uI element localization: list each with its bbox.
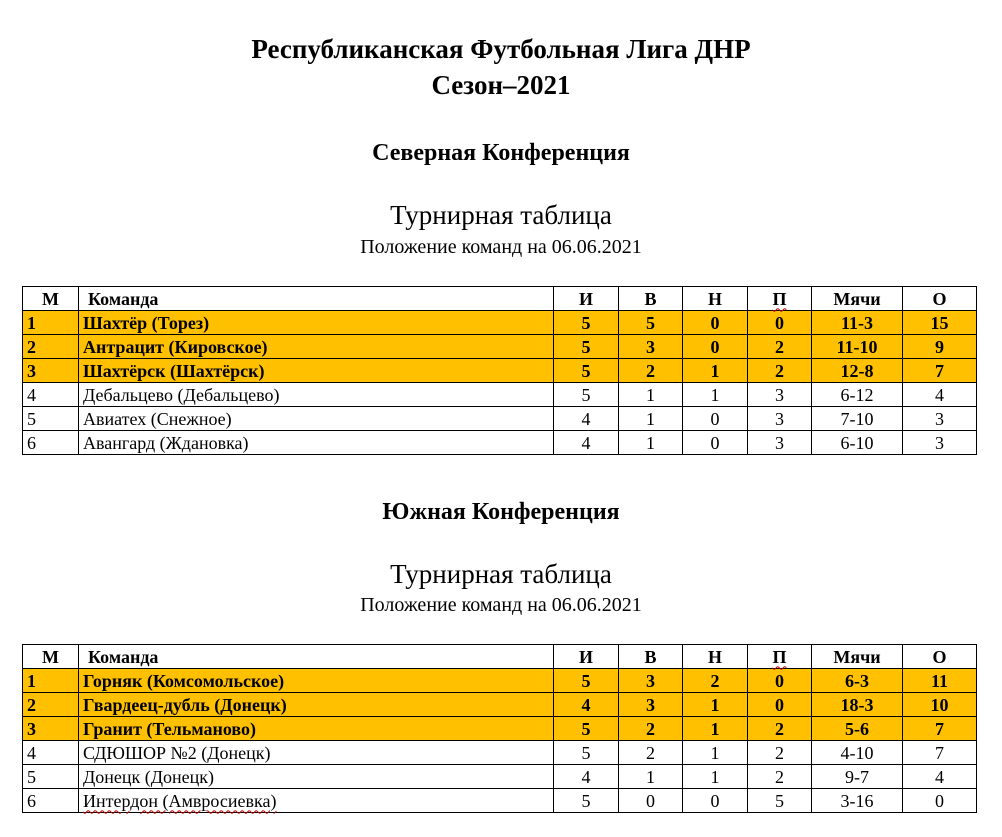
header-games: И xyxy=(554,287,619,311)
row-wins: 1 xyxy=(619,765,683,789)
row-games: 4 xyxy=(554,765,619,789)
table-row xyxy=(23,359,977,383)
row-losses: 2 xyxy=(748,717,812,741)
row-wins: 1 xyxy=(619,407,683,431)
row-losses: 3 xyxy=(748,431,812,455)
row-team-name: Авангард (Ждановка) xyxy=(79,431,554,455)
row-losses: 0 xyxy=(748,669,812,693)
row-losses: 0 xyxy=(748,311,812,335)
table-row xyxy=(23,717,977,741)
header-team: Команда xyxy=(79,645,554,669)
row-team-name: Горняк (Комсомольское) xyxy=(79,669,554,693)
row-losses: 2 xyxy=(748,359,812,383)
table-row xyxy=(23,669,977,693)
row-team-name: Авиатех (Снежное) xyxy=(79,407,554,431)
row-losses: 2 xyxy=(748,765,812,789)
row-position: 2 xyxy=(23,335,79,359)
table-row xyxy=(23,407,977,431)
row-games: 5 xyxy=(554,741,619,765)
row-position: 6 xyxy=(23,789,79,813)
row-goals: 6-12 xyxy=(812,383,903,407)
header-goals: Мячи xyxy=(812,645,903,669)
header-team: Команда xyxy=(79,287,554,311)
row-team-name-text: Интердон (Амвросиевка) xyxy=(83,790,277,811)
row-points: 0 xyxy=(903,789,977,813)
row-games: 4 xyxy=(554,431,619,455)
row-draws: 0 xyxy=(683,407,748,431)
row-games: 5 xyxy=(554,335,619,359)
season-title: Сезон–2021 xyxy=(431,70,571,100)
row-points: 3 xyxy=(903,431,977,455)
row-goals: 12-8 xyxy=(812,359,903,383)
header-goals: Мячи xyxy=(812,287,903,311)
north-conference-title: Северная Конференция xyxy=(372,140,630,166)
row-goals: 6-10 xyxy=(812,431,903,455)
row-position: 3 xyxy=(23,717,79,741)
row-points: 10 xyxy=(903,693,977,717)
row-position: 5 xyxy=(23,765,79,789)
row-draws: 0 xyxy=(683,311,748,335)
header-draws: Н xyxy=(683,287,748,311)
north-standings-date: Положение команд на 06.06.2021 xyxy=(360,236,642,258)
row-draws: 1 xyxy=(683,741,748,765)
table-row xyxy=(23,765,977,789)
row-goals: 11-10 xyxy=(812,335,903,359)
row-wins: 1 xyxy=(619,431,683,455)
row-goals: 9-7 xyxy=(812,765,903,789)
row-wins: 3 xyxy=(619,669,683,693)
row-wins: 1 xyxy=(619,383,683,407)
header-pos: М xyxy=(23,645,79,669)
header-points: О xyxy=(903,287,977,311)
header-pos: М xyxy=(23,287,79,311)
south-standings-table xyxy=(22,644,977,813)
row-losses: 3 xyxy=(748,383,812,407)
row-team-name: Донецк (Донецк) xyxy=(79,765,554,789)
header-losses xyxy=(748,645,812,669)
row-wins: 5 xyxy=(619,311,683,335)
table-row xyxy=(23,789,977,813)
row-draws: 1 xyxy=(683,765,748,789)
row-goals: 4-10 xyxy=(812,741,903,765)
row-position: 5 xyxy=(23,407,79,431)
row-points: 4 xyxy=(903,765,977,789)
row-losses: 5 xyxy=(748,789,812,813)
row-goals: 18-3 xyxy=(812,693,903,717)
row-team-name: Шахтёр (Торез) xyxy=(79,311,554,335)
header-losses-label: П xyxy=(772,646,787,667)
row-goals: 3-16 xyxy=(812,789,903,813)
header-points: О xyxy=(903,645,977,669)
row-wins: 3 xyxy=(619,335,683,359)
row-team-name: Дебальцево (Дебальцево) xyxy=(79,383,554,407)
header-wins: В xyxy=(619,645,683,669)
row-draws: 1 xyxy=(683,383,748,407)
row-losses: 3 xyxy=(748,407,812,431)
south-standings-date: Положение команд на 06.06.2021 xyxy=(360,594,642,616)
header-games: И xyxy=(554,645,619,669)
table-row xyxy=(23,383,977,407)
row-games: 4 xyxy=(554,693,619,717)
row-goals: 11-3 xyxy=(812,311,903,335)
table-row xyxy=(23,693,977,717)
table-row xyxy=(23,431,977,455)
row-points: 15 xyxy=(903,311,977,335)
row-points: 9 xyxy=(903,335,977,359)
row-position: 4 xyxy=(23,383,79,407)
row-losses: 2 xyxy=(748,335,812,359)
row-wins: 0 xyxy=(619,789,683,813)
row-losses: 0 xyxy=(748,693,812,717)
row-games: 5 xyxy=(554,311,619,335)
row-goals: 6-3 xyxy=(812,669,903,693)
row-points: 11 xyxy=(903,669,977,693)
row-wins: 2 xyxy=(619,717,683,741)
row-points: 7 xyxy=(903,717,977,741)
row-points: 7 xyxy=(903,359,977,383)
row-position: 4 xyxy=(23,741,79,765)
row-games: 5 xyxy=(554,789,619,813)
league-title: Республиканская Футбольная Лига ДНР xyxy=(251,34,751,64)
header-losses-label: П xyxy=(772,288,787,309)
row-goals: 5-6 xyxy=(812,717,903,741)
row-team-name: СДЮШОР №2 (Донецк) xyxy=(79,741,554,765)
row-draws: 0 xyxy=(683,431,748,455)
table-row xyxy=(23,741,977,765)
row-position: 2 xyxy=(23,693,79,717)
south-table-title: Турнирная таблица xyxy=(390,559,612,589)
row-draws: 2 xyxy=(683,669,748,693)
row-draws: 1 xyxy=(683,359,748,383)
row-draws: 1 xyxy=(683,717,748,741)
row-losses: 2 xyxy=(748,741,812,765)
row-games: 5 xyxy=(554,717,619,741)
row-draws: 1 xyxy=(683,693,748,717)
row-team-name: Шахтёрск (Шахтёрск) xyxy=(79,359,554,383)
row-team-name: Антрацит (Кировское) xyxy=(79,335,554,359)
row-points: 4 xyxy=(903,383,977,407)
row-team-name xyxy=(79,789,554,813)
row-position: 1 xyxy=(23,311,79,335)
header-draws: Н xyxy=(683,645,748,669)
row-position: 1 xyxy=(23,669,79,693)
header-losses xyxy=(748,287,812,311)
row-wins: 3 xyxy=(619,693,683,717)
row-position: 6 xyxy=(23,431,79,455)
header-wins: В xyxy=(619,287,683,311)
row-games: 5 xyxy=(554,359,619,383)
row-games: 5 xyxy=(554,383,619,407)
north-standings-table xyxy=(22,286,977,455)
row-position: 3 xyxy=(23,359,79,383)
row-games: 5 xyxy=(554,669,619,693)
row-wins: 2 xyxy=(619,359,683,383)
table-row xyxy=(23,311,977,335)
row-games: 4 xyxy=(554,407,619,431)
row-draws: 0 xyxy=(683,789,748,813)
header-row xyxy=(23,645,977,669)
header-row xyxy=(23,287,977,311)
row-team-name: Гранит (Тельманово) xyxy=(79,717,554,741)
table-row xyxy=(23,335,977,359)
row-goals: 7-10 xyxy=(812,407,903,431)
north-table-title: Турнирная таблица xyxy=(390,200,612,230)
row-wins: 2 xyxy=(619,741,683,765)
row-team-name: Гвардеец-дубль (Донецк) xyxy=(79,693,554,717)
row-draws: 0 xyxy=(683,335,748,359)
south-conference-title: Южная Конференция xyxy=(382,499,620,525)
row-points: 3 xyxy=(903,407,977,431)
row-points: 7 xyxy=(903,741,977,765)
